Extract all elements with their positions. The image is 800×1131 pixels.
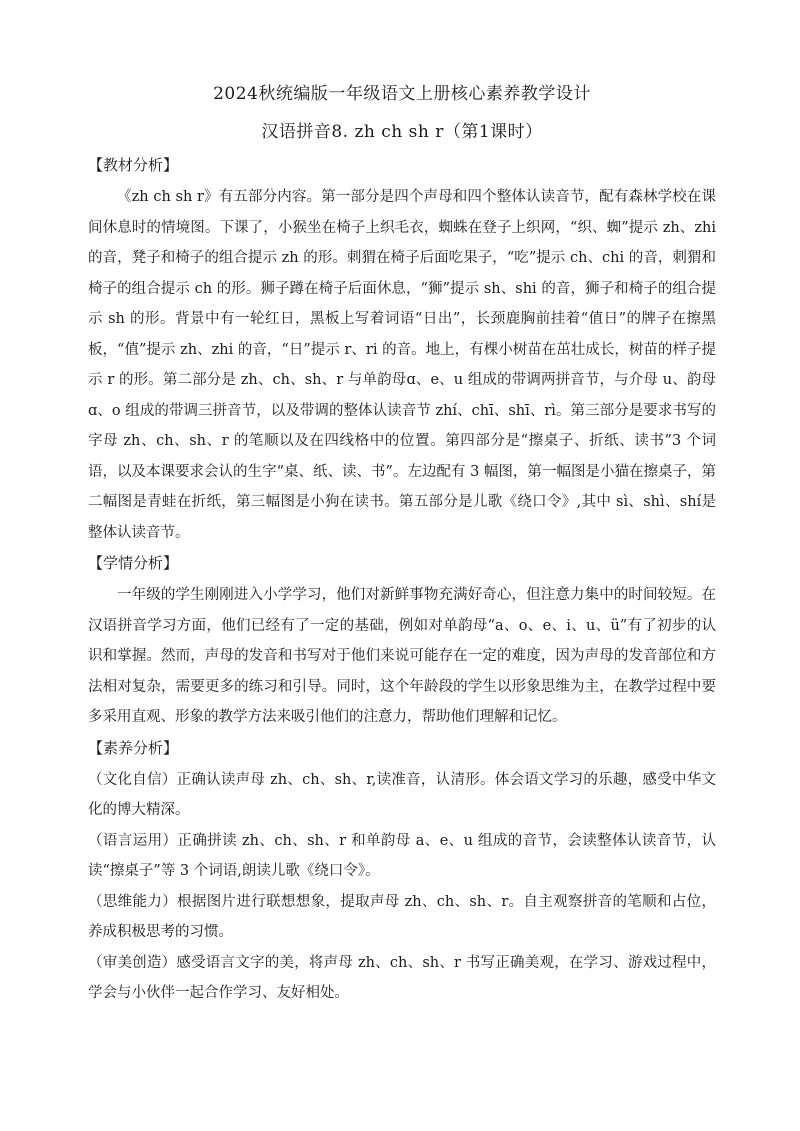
paragraph: 《zh ch sh r》有五部分内容。第一部分是四个声母和四个整体认读音节，配有森林学校在课间休息时的情境图。下课了，小猴坐在椅子上织毛衣，蜘蛛在登子上织网，“织、蜘”提示 zh、zhi 的音，凳子和椅子的组合提示 zh 的形。刺猬在椅子后面吃果子，“吃”提示 ch、chi 的音，刺猬和椅子的组合提示 ch 的形。狮子蹲在椅子后面休息，“狮”提示 sh、shi 的音，狮子和椅子的组合提示 sh 的形。背景中有一轮红日，黑板上写着词语“日出”，长颈鹿胸前挂着“值日”的牌子在擦黑板，“值”提示 zh、zhi 的音，“日”提示 r、ri 的音。地上，有棵小树苗在茁壮成长，树苗的样子提示 r 的形。第二部分是 zh、ch、sh、r 与单韵母ɑ、e、u 组成的带调两拼音节，与介母 u、韵母ɑ、o 组成的带调三拼音节，以及带调的整体认读音节 zhí、chī、shī、rì。第三部分是要求书写的字母 zh、ch、sh、r 的笔顺以及在四线格中的位置。第四部分是“擦桌子、折纸、读书”3 个词语，以及本课要求会认的生字“桌、纸、读、书”。左边配有 3 幅图，第一幅图是小猫在擦桌子，第二幅图是青蛙在折纸，第三幅图是小狗在读书。第五部分是儿歌《绕口令》,其中 sì、shì、shí是整体认读音节。 (88, 189, 716, 541)
section-heading: 【教材分析】 (88, 156, 179, 174)
paragraph: 一年级的学生刚刚进入小学学习，他们对新鲜事物充满好奇心，但注意力集中的时间较短。在汉语拼音学习方面，他们已经有了一定的基础，例如对单韵母“a、o、e、i、u、ü”有了初步的认识和掌握。然而，声母的发音和书写对于他们来说可能存在一定的难度，因为声母的发音部位和方法相对复杂，需要更多的练习和引导。同时，这个年龄段的学生以形象思维为主，在教学过程中要多采用直观、形象的教学方法来吸引他们的注意力，帮助他们理解和记忆。 (88, 587, 716, 725)
document-page (88, 82, 716, 1011)
competency-item-culture: （文化自信）正确认读声母 zh、ch、sh、r,读准音，认清形。体会语文学习的乐趣，感受中华文化的博大精深。 (88, 771, 716, 818)
competency-item-aesthetic: （审美创造）感受语言文字的美，将声母 zh、ch、sh、r 书写正确美观，在学习、游戏过程中，学会与小伙伴一起合作学习、友好相处。 (88, 954, 716, 1001)
section-heading: 【素养分析】 (88, 738, 179, 757)
competency-item-language: （语言运用）正确拼读 zh、ch、sh、r 和单韵母 a、e、u 组成的音节，会读整体认读音节，认读“擦桌子”等 3 个词语,朗读儿歌《绕口令》。 (88, 832, 716, 879)
section-learner-analysis (88, 552, 716, 733)
section-competency-analysis (88, 737, 716, 1009)
competency-item-thinking: （思维能力）根据图片进行联想想象，提取声母 zh、ch、sh、r。自主观察拼音的笔顺和占位，养成积极思考的习惯。 (88, 893, 716, 940)
section-heading: 【学情分析】 (88, 554, 179, 572)
document-subtitle: 汉语拼音8. zh ch sh r（第1课时） (261, 122, 543, 142)
document-title: 2024秋统编版一年级语文上册核心素养教学设计 (213, 84, 591, 104)
section-textbook-analysis (88, 154, 716, 548)
